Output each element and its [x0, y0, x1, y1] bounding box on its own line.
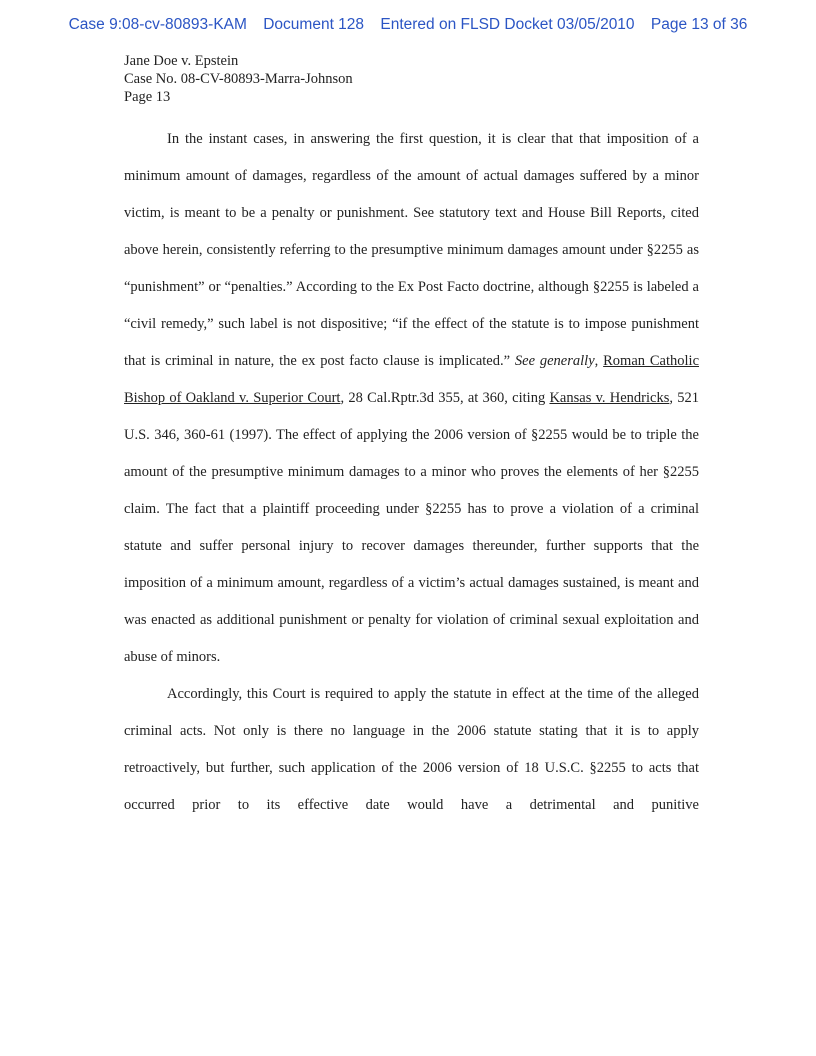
caption-page: Page 13	[124, 89, 171, 105]
case-citation-kansas-v-hendricks: Kansas v. Hendricks	[549, 390, 670, 406]
document-body	[124, 121, 699, 824]
paragraph-1	[124, 121, 699, 676]
case-caption	[124, 52, 353, 106]
docket-case-number: Case 9:08-cv-80893-KAM	[68, 16, 247, 33]
paragraph-2-text: Accordingly, this Court is required to apply the statute in effect at the time of the alleged criminal acts. Not only is there no language in the 2006 statute stating that it is to apply retroactively, but further, such application of the 2006 version of 18 U.S.C. §2255 to acts that occurred prior to its effective date would have a detrimental and punitive	[124, 686, 699, 813]
paragraph-1-comma: ,	[594, 353, 604, 369]
caption-case-number: Case No. 08-CV-80893-Marra-Johnson	[124, 71, 353, 87]
paragraph-1-text-b: , 28 Cal.Rptr.3d 355, at 360, citing	[340, 390, 550, 406]
paragraph-1-text-a: In the instant cases, in answering the first question, it is clear that that imposition of a minimum amount of damages, regardless of the amount of actual damages suffered by a minor victim, is meant to be a penalty or punishment. See statutory text and House Bill Reports, cited above herein, consistently referring to the presumptive minimum damages amount under §2255 as “punishment” or “penalties.” According to the Ex Post Facto doctrine, although §2255 is labeled a “civil remedy,” such label is not dispositive; “if the effect of the statute is to impose punishment that is criminal in nature, the ex post facto clause is implicated.”	[124, 131, 699, 369]
paragraph-1-text-c: , 521 U.S. 346, 360-61 (1997). The effect of applying the 2006 version of §2255 would be to triple the amount of the presumptive minimum damages to a minor who proves the elements of her §2255 claim. The fact that a plaintiff proceeding under §2255 has to prove a violation of a criminal statute and suffer personal injury to recover damages thereunder, further supports that the imposition of a minimum amount, regardless of a victim’s actual damages sustained, is meant and was enacted as additional punishment or penalty for violation of criminal sexual exploitation and abuse of minors.	[124, 390, 700, 665]
caption-parties: Jane Doe v. Epstein	[124, 53, 239, 69]
docket-entered: Entered on FLSD Docket 03/05/2010	[380, 16, 635, 33]
docket-page: Page 13 of 36	[650, 16, 748, 33]
paragraph-2	[124, 676, 699, 824]
docket-document-number: Document 128	[263, 16, 365, 33]
see-generally-signal: See generally	[514, 353, 595, 369]
case-citation-roman-catholic-bishop: Roman Catholic Bishop of Oakland v. Superior Court	[124, 353, 699, 406]
docket-header	[0, 16, 816, 34]
